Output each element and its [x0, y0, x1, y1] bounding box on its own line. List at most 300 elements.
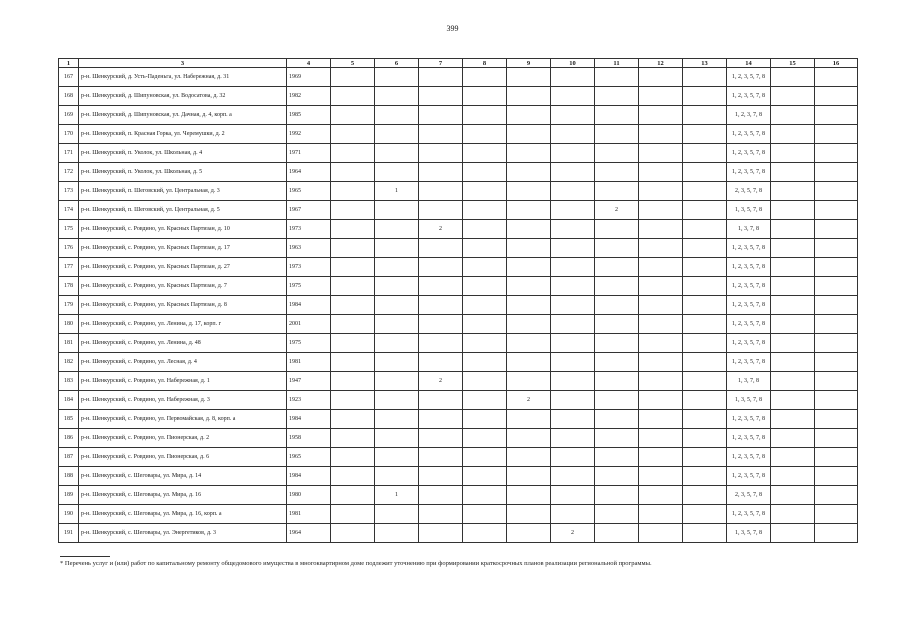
- row-number: 187: [59, 448, 79, 467]
- year-cell: 1982: [287, 87, 331, 106]
- col-11-cell: [595, 486, 639, 505]
- col-6-cell: [375, 296, 419, 315]
- works-list-cell: 1, 2, 3, 5, 7, 8: [727, 87, 771, 106]
- col-5-cell: [331, 87, 375, 106]
- col-8-cell: [463, 410, 507, 429]
- col-10-cell: [551, 106, 595, 125]
- works-list-cell: 1, 3, 5, 7, 8: [727, 391, 771, 410]
- works-list-cell: 2, 3, 5, 7, 8: [727, 486, 771, 505]
- col-11-cell: [595, 258, 639, 277]
- year-cell: 1964: [287, 524, 331, 543]
- col-13-cell: [683, 125, 727, 144]
- col-10-cell: [551, 486, 595, 505]
- col-12-cell: [639, 277, 683, 296]
- row-number: 177: [59, 258, 79, 277]
- col-12-cell: [639, 68, 683, 87]
- col-8-cell: [463, 277, 507, 296]
- col-11-cell: 2: [595, 201, 639, 220]
- col-5-cell: [331, 315, 375, 334]
- col-13-cell: [683, 220, 727, 239]
- col-12-cell: [639, 372, 683, 391]
- year-cell: 1975: [287, 334, 331, 353]
- column-header: 7: [419, 59, 463, 68]
- works-list-cell: 1, 2, 3, 5, 7, 8: [727, 429, 771, 448]
- year-cell: 1947: [287, 372, 331, 391]
- works-list-cell: 1, 2, 3, 5, 7, 8: [727, 144, 771, 163]
- col-13-cell: [683, 87, 727, 106]
- year-cell: 1963: [287, 239, 331, 258]
- col-9-cell: [507, 448, 551, 467]
- col-9-cell: [507, 125, 551, 144]
- address-cell: р-н. Шенкурский, п. Шеговский, ул. Центральная, д. 3: [79, 182, 287, 201]
- row-number: 186: [59, 429, 79, 448]
- col-7-cell: [419, 334, 463, 353]
- address-cell: р-н. Шенкурский, п. Уколок, ул. Школьная, д. 4: [79, 144, 287, 163]
- col-9-cell: [507, 505, 551, 524]
- col-13-cell: [683, 68, 727, 87]
- column-header: 6: [375, 59, 419, 68]
- col-11-cell: [595, 505, 639, 524]
- col-8-cell: [463, 467, 507, 486]
- col-8-cell: [463, 201, 507, 220]
- column-header: 13: [683, 59, 727, 68]
- col-13-cell: [683, 315, 727, 334]
- row-number: 189: [59, 486, 79, 505]
- col-10-cell: [551, 87, 595, 106]
- col-11-cell: [595, 315, 639, 334]
- works-list-cell: 1, 2, 3, 5, 7, 8: [727, 163, 771, 182]
- col-12-cell: [639, 87, 683, 106]
- year-cell: 1981: [287, 505, 331, 524]
- col-16-cell: [815, 315, 858, 334]
- col-11-cell: [595, 144, 639, 163]
- col-10-cell: [551, 277, 595, 296]
- col-7-cell: [419, 410, 463, 429]
- col-10-cell: [551, 201, 595, 220]
- row-number: 170: [59, 125, 79, 144]
- col-11-cell: [595, 524, 639, 543]
- col-13-cell: [683, 486, 727, 505]
- col-11-cell: [595, 353, 639, 372]
- year-cell: 1981: [287, 353, 331, 372]
- works-list-cell: 1, 2, 3, 7, 8: [727, 106, 771, 125]
- col-13-cell: [683, 201, 727, 220]
- col-6-cell: [375, 220, 419, 239]
- row-number: 176: [59, 239, 79, 258]
- col-5-cell: [331, 429, 375, 448]
- col-9-cell: [507, 467, 551, 486]
- col-16-cell: [815, 68, 858, 87]
- col-5-cell: [331, 144, 375, 163]
- table-row: [59, 163, 858, 182]
- address-cell: р-н. Шенкурский, с. Ровдино, ул. Лесная, д. 4: [79, 353, 287, 372]
- table-row: [59, 410, 858, 429]
- table-row: [59, 87, 858, 106]
- col-10-cell: [551, 372, 595, 391]
- table-row: [59, 125, 858, 144]
- col-7-cell: [419, 486, 463, 505]
- year-cell: 2001: [287, 315, 331, 334]
- col-15-cell: [771, 201, 815, 220]
- row-number: 172: [59, 163, 79, 182]
- col-13-cell: [683, 524, 727, 543]
- col-6-cell: [375, 372, 419, 391]
- col-11-cell: [595, 125, 639, 144]
- column-header: 14: [727, 59, 771, 68]
- column-header: 9: [507, 59, 551, 68]
- table-row: [59, 486, 858, 505]
- col-11-cell: [595, 220, 639, 239]
- col-10-cell: [551, 334, 595, 353]
- year-cell: 1984: [287, 410, 331, 429]
- col-12-cell: [639, 505, 683, 524]
- col-16-cell: [815, 87, 858, 106]
- address-cell: р-н. Шенкурский, с. Ровдино, ул. Красных Партизан, д. 10: [79, 220, 287, 239]
- col-15-cell: [771, 144, 815, 163]
- col-11-cell: [595, 410, 639, 429]
- works-list-cell: 1, 2, 3, 5, 7, 8: [727, 68, 771, 87]
- col-13-cell: [683, 277, 727, 296]
- year-cell: 1964: [287, 163, 331, 182]
- address-cell: р-н. Шенкурский, п. Красная Горка, ул. Черемушки, д. 2: [79, 125, 287, 144]
- col-15-cell: [771, 467, 815, 486]
- table-row: [59, 372, 858, 391]
- works-list-cell: 1, 2, 3, 5, 7, 8: [727, 277, 771, 296]
- col-10-cell: [551, 429, 595, 448]
- year-cell: 1967: [287, 201, 331, 220]
- col-9-cell: [507, 372, 551, 391]
- col-15-cell: [771, 258, 815, 277]
- col-10-cell: [551, 182, 595, 201]
- col-11-cell: [595, 182, 639, 201]
- col-12-cell: [639, 106, 683, 125]
- col-6-cell: [375, 68, 419, 87]
- column-header: 10: [551, 59, 595, 68]
- col-6-cell: [375, 163, 419, 182]
- address-cell: р-н. Шенкурский, с. Ровдино, ул. Красных Партизан, д. 17: [79, 239, 287, 258]
- col-8-cell: [463, 334, 507, 353]
- col-16-cell: [815, 524, 858, 543]
- col-15-cell: [771, 486, 815, 505]
- col-16-cell: [815, 334, 858, 353]
- col-16-cell: [815, 486, 858, 505]
- year-cell: 1971: [287, 144, 331, 163]
- col-11-cell: [595, 87, 639, 106]
- table-row: [59, 144, 858, 163]
- col-13-cell: [683, 391, 727, 410]
- col-6-cell: [375, 315, 419, 334]
- col-11-cell: [595, 277, 639, 296]
- col-9-cell: [507, 429, 551, 448]
- col-8-cell: [463, 106, 507, 125]
- row-number: 174: [59, 201, 79, 220]
- col-13-cell: [683, 353, 727, 372]
- col-13-cell: [683, 144, 727, 163]
- col-5-cell: [331, 239, 375, 258]
- col-9-cell: [507, 182, 551, 201]
- col-12-cell: [639, 144, 683, 163]
- table-row: [59, 334, 858, 353]
- row-number: 188: [59, 467, 79, 486]
- col-5-cell: [331, 486, 375, 505]
- footnote-divider: [60, 556, 110, 557]
- col-9-cell: [507, 258, 551, 277]
- col-9-cell: [507, 201, 551, 220]
- col-15-cell: [771, 315, 815, 334]
- col-16-cell: [815, 125, 858, 144]
- year-cell: 1980: [287, 486, 331, 505]
- address-cell: р-н. Шенкурский, с. Шеговары, ул. Мира, д. 14: [79, 467, 287, 486]
- column-header: 8: [463, 59, 507, 68]
- col-8-cell: [463, 87, 507, 106]
- col-10-cell: [551, 505, 595, 524]
- address-cell: р-н. Шенкурский, с. Ровдино, ул. Ленина, д. 48: [79, 334, 287, 353]
- col-6-cell: [375, 410, 419, 429]
- works-list-cell: 1, 2, 3, 5, 7, 8: [727, 296, 771, 315]
- table-row: [59, 467, 858, 486]
- col-7-cell: [419, 296, 463, 315]
- col-10-cell: [551, 68, 595, 87]
- row-number: 167: [59, 68, 79, 87]
- col-12-cell: [639, 239, 683, 258]
- works-list-cell: 1, 2, 3, 5, 7, 8: [727, 239, 771, 258]
- col-12-cell: [639, 391, 683, 410]
- col-6-cell: [375, 201, 419, 220]
- col-16-cell: [815, 106, 858, 125]
- col-10-cell: [551, 353, 595, 372]
- address-cell: р-н. Шенкурский, д. Шипуновская, ул. Дачная, д. 4, корп. а: [79, 106, 287, 125]
- col-16-cell: [815, 182, 858, 201]
- col-10-cell: [551, 467, 595, 486]
- works-list-cell: 1, 2, 3, 5, 7, 8: [727, 125, 771, 144]
- col-13-cell: [683, 258, 727, 277]
- col-11-cell: [595, 239, 639, 258]
- col-16-cell: [815, 296, 858, 315]
- col-8-cell: [463, 239, 507, 258]
- col-8-cell: [463, 315, 507, 334]
- col-12-cell: [639, 125, 683, 144]
- col-10-cell: [551, 239, 595, 258]
- col-16-cell: [815, 277, 858, 296]
- col-10-cell: [551, 220, 595, 239]
- col-5-cell: [331, 125, 375, 144]
- col-16-cell: [815, 505, 858, 524]
- col-16-cell: [815, 258, 858, 277]
- works-list-cell: 1, 2, 3, 5, 7, 8: [727, 315, 771, 334]
- row-number: 185: [59, 410, 79, 429]
- row-number: 190: [59, 505, 79, 524]
- table-row: [59, 429, 858, 448]
- col-5-cell: [331, 201, 375, 220]
- row-number: 182: [59, 353, 79, 372]
- col-9-cell: [507, 87, 551, 106]
- row-number: 184: [59, 391, 79, 410]
- works-list-cell: 1, 2, 3, 5, 7, 8: [727, 448, 771, 467]
- col-8-cell: [463, 391, 507, 410]
- column-header: 12: [639, 59, 683, 68]
- col-7-cell: [419, 429, 463, 448]
- col-13-cell: [683, 334, 727, 353]
- col-15-cell: [771, 410, 815, 429]
- table-header-row: [59, 59, 858, 68]
- row-number: 175: [59, 220, 79, 239]
- col-5-cell: [331, 410, 375, 429]
- col-15-cell: [771, 429, 815, 448]
- year-cell: 1969: [287, 68, 331, 87]
- year-cell: 1984: [287, 467, 331, 486]
- col-12-cell: [639, 524, 683, 543]
- col-5-cell: [331, 391, 375, 410]
- col-5-cell: [331, 505, 375, 524]
- address-cell: р-н. Шенкурский, с. Ровдино, ул. Ленина, д. 17, корп. г: [79, 315, 287, 334]
- col-8-cell: [463, 353, 507, 372]
- col-9-cell: [507, 296, 551, 315]
- table-row: [59, 353, 858, 372]
- col-15-cell: [771, 448, 815, 467]
- col-6-cell: [375, 391, 419, 410]
- col-6-cell: [375, 448, 419, 467]
- table-row: [59, 201, 858, 220]
- col-10-cell: 2: [551, 524, 595, 543]
- col-12-cell: [639, 258, 683, 277]
- col-13-cell: [683, 429, 727, 448]
- col-8-cell: [463, 448, 507, 467]
- col-5-cell: [331, 277, 375, 296]
- col-7-cell: [419, 87, 463, 106]
- table-row: [59, 315, 858, 334]
- col-16-cell: [815, 429, 858, 448]
- footnote: * Перечень услуг и (или) работ по капитальному ремонту общедомового имущества в многоквартирном доме подлежит уточнению при формировании краткосрочных планов реализации региональной программы.: [60, 560, 652, 567]
- col-7-cell: [419, 524, 463, 543]
- col-6-cell: [375, 334, 419, 353]
- year-cell: 1958: [287, 429, 331, 448]
- works-list-cell: 1, 2, 3, 5, 7, 8: [727, 258, 771, 277]
- col-7-cell: [419, 68, 463, 87]
- col-15-cell: [771, 106, 815, 125]
- table-row: [59, 524, 858, 543]
- works-list-cell: 1, 2, 3, 5, 7, 8: [727, 410, 771, 429]
- col-6-cell: [375, 144, 419, 163]
- col-5-cell: [331, 296, 375, 315]
- col-13-cell: [683, 410, 727, 429]
- col-8-cell: [463, 524, 507, 543]
- row-number: 179: [59, 296, 79, 315]
- works-list-cell: 1, 2, 3, 5, 7, 8: [727, 505, 771, 524]
- year-cell: 1975: [287, 277, 331, 296]
- col-11-cell: [595, 106, 639, 125]
- col-8-cell: [463, 220, 507, 239]
- row-number: 173: [59, 182, 79, 201]
- col-5-cell: [331, 524, 375, 543]
- address-cell: р-н. Шенкурский, д. Усть-Паденьга, ул. Набережная, д. 31: [79, 68, 287, 87]
- year-cell: 1965: [287, 182, 331, 201]
- col-11-cell: [595, 68, 639, 87]
- column-header: 15: [771, 59, 815, 68]
- year-cell: 1992: [287, 125, 331, 144]
- works-list-cell: 1, 3, 5, 7, 8: [727, 524, 771, 543]
- col-10-cell: [551, 296, 595, 315]
- col-7-cell: [419, 182, 463, 201]
- column-header: 4: [287, 59, 331, 68]
- col-12-cell: [639, 182, 683, 201]
- address-cell: р-н. Шенкурский, с. Ровдино, ул. Красных Партизан, д. 8: [79, 296, 287, 315]
- col-10-cell: [551, 258, 595, 277]
- col-9-cell: 2: [507, 391, 551, 410]
- col-12-cell: [639, 448, 683, 467]
- address-cell: р-н. Шенкурский, с. Ровдино, ул. Пионерская, д. 6: [79, 448, 287, 467]
- col-9-cell: [507, 106, 551, 125]
- col-6-cell: [375, 505, 419, 524]
- col-5-cell: [331, 372, 375, 391]
- col-5-cell: [331, 353, 375, 372]
- year-cell: 1923: [287, 391, 331, 410]
- table-row: [59, 106, 858, 125]
- col-8-cell: [463, 182, 507, 201]
- col-12-cell: [639, 353, 683, 372]
- col-7-cell: [419, 106, 463, 125]
- col-5-cell: [331, 467, 375, 486]
- col-9-cell: [507, 68, 551, 87]
- col-7-cell: 2: [419, 372, 463, 391]
- works-list-cell: 1, 3, 5, 7, 8: [727, 201, 771, 220]
- col-11-cell: [595, 296, 639, 315]
- col-12-cell: [639, 486, 683, 505]
- col-15-cell: [771, 68, 815, 87]
- col-15-cell: [771, 182, 815, 201]
- year-cell: 1984: [287, 296, 331, 315]
- col-13-cell: [683, 505, 727, 524]
- col-12-cell: [639, 467, 683, 486]
- col-8-cell: [463, 125, 507, 144]
- year-cell: 1985: [287, 106, 331, 125]
- col-7-cell: [419, 239, 463, 258]
- row-number: 169: [59, 106, 79, 125]
- col-12-cell: [639, 201, 683, 220]
- capital-repair-table: [58, 58, 858, 543]
- col-5-cell: [331, 68, 375, 87]
- col-6-cell: [375, 258, 419, 277]
- col-6-cell: 1: [375, 486, 419, 505]
- col-7-cell: [419, 125, 463, 144]
- col-6-cell: [375, 125, 419, 144]
- col-9-cell: [507, 486, 551, 505]
- address-cell: р-н. Шенкурский, п. Уколок, ул. Школьная, д. 5: [79, 163, 287, 182]
- col-11-cell: [595, 372, 639, 391]
- col-15-cell: [771, 239, 815, 258]
- col-5-cell: [331, 258, 375, 277]
- table-row: [59, 258, 858, 277]
- col-8-cell: [463, 505, 507, 524]
- col-16-cell: [815, 410, 858, 429]
- table-row: [59, 220, 858, 239]
- col-11-cell: [595, 391, 639, 410]
- col-8-cell: [463, 372, 507, 391]
- table-row: [59, 182, 858, 201]
- col-7-cell: [419, 277, 463, 296]
- address-cell: р-н. Шенкурский, д. Шипуновская, ул. Водосатова, д. 32: [79, 87, 287, 106]
- col-9-cell: [507, 334, 551, 353]
- col-10-cell: [551, 144, 595, 163]
- works-list-cell: 1, 2, 3, 5, 7, 8: [727, 334, 771, 353]
- col-7-cell: [419, 448, 463, 467]
- col-12-cell: [639, 163, 683, 182]
- col-13-cell: [683, 182, 727, 201]
- address-cell: р-н. Шенкурский, с. Шеговары, ул. Энергетиков, д. 3: [79, 524, 287, 543]
- col-13-cell: [683, 106, 727, 125]
- col-15-cell: [771, 524, 815, 543]
- col-15-cell: [771, 505, 815, 524]
- col-12-cell: [639, 296, 683, 315]
